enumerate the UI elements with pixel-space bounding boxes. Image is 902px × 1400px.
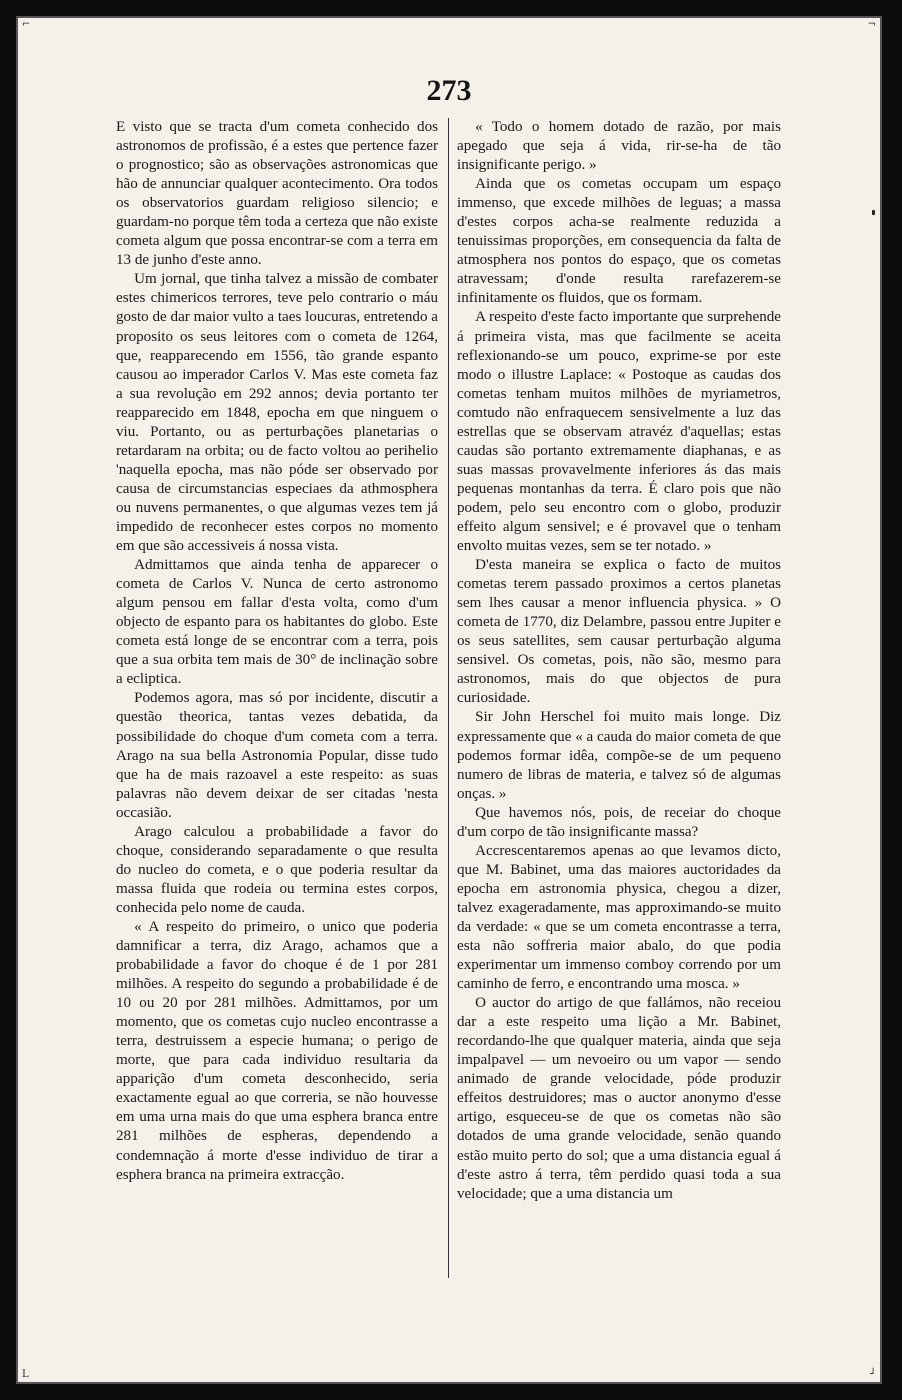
paragraph: Um jornal, que tinha talvez a missão de combater estes chimericos terrores, teve pelo contrario o máu gosto de dar maior vulto a taes loucuras, entretendo a proposito os seus leitores com o cometa de 1264, que, reapparecendo em 1556, tão grande espanto causou ao imperador Carlos V. Mas este cometa faz a sua revolução em 292 annos; devia portanto ter reapparecido em 1848, epocha em que ninguem o viu. Portanto, ou as perturbações planetarias o retardaram na orbita; ou de facto voltou ao perihelio 'naquella epocha, mas não póde ser observado por causa de circumstancias especiaes da athmosphera ou nuvens permanentes, o que algumas vezes tem já impedido de reconhecer estes corpos no momento em que são accessiveis á nossa vista. <box>116 271 438 555</box>
paragraph: « Todo o homem dotado de razão, por mais apegado que seja á vida, rir-se-ha de tão insignificante perigo. » <box>457 119 781 174</box>
column-divider <box>448 118 449 1278</box>
right-column <box>457 118 781 1204</box>
ink-speck <box>872 210 875 215</box>
corner-mark-bottom-right: ┘ <box>869 1369 876 1380</box>
paragraph: Sir John Herschel foi muito mais longe. Diz expressamente que « a cauda do maior cometa de que podemos formar idêa, compõe-se de um pequeno numero de libras de materia, e talvez só de algumas onças. » <box>457 709 781 802</box>
corner-mark-top-right: ¬ <box>867 19 876 30</box>
paragraph: Ainda que os cometas occupam um espaço immenso, que excede milhões de leguas; a massa d'estes corpos acha-se realmente reduzida a tenuissimas proporções, em consequencia da falta de atmosphera nos pontos do espaço, que os cometas atravessam; d'onde resulta rarefazerem-se infinitamente os fluidos, que os formam. <box>457 176 781 307</box>
paragraph: « A respeito do primeiro, o unico que poderia damnificar a terra, diz Arago, achamos que a probabilidade a favor do choque é de 1 por 281 milhões. A respeito do segundo a probabilidade é de 10 ou 20 por 281 milhões. Admittamos, por um momento, que os cometas cujo nucleo encontrasse a terra, destruissem a especie humana; o perigo de morte, que para cada individuo resultaria da apparição d'um cometa desconhecido, seria exactamente egual ao que correria, se não houvesse em uma urna mais do que uma esphera branca entre 281 milhões de espheras, dependendo a condemnação á morte d'esse individuo de tirar a esphera branca na primeira extracção. <box>116 918 438 1183</box>
paragraph: Podemos agora, mas só por incidente, discutir a questão theorica, tantas vezes debatida, da possibilidade do choque d'um cometa com a terra. Arago na sua bella Astronomia Popular, disse tudo que ha de mais razoavel a este respeito: as suas palavras não devem deixar de ser citadas 'nesta occasião. <box>116 690 438 821</box>
paragraph: A respeito d'este facto importante que surprehende á primeira vista, mas que facilmente se aceita reflexionando-se um pouco, exprime-se por este modo o illustre Laplace: « Postoque as caudas dos cometas tenham muitos milhões de myriametros, comtudo não enfraquecem sensivelmente a luz das estrellas que se observam atravéz d'aquellas; estas caudas são portanto extremamente diaphanas, e as suas massas provavelmente inferiores ás das mais pequenas montanhas da terra. É claro pois que não podem, pelo seu encontro com o globo, produzir effeito algum sensivel; e é provavel que o tenham envolto muitas vezes, sem se ter notado. » <box>457 309 781 555</box>
paragraph: Accrescentaremos apenas ao que levamos dicto, que M. Babinet, uma das maiores auctoridades da epocha em astronomia physica, chegou a dizer, talvez exageradamente, mas approximando-se muito da verdade: « que se um cometa encontrasse a terra, esta não soffreria maior abalo, do que podia experimentar um immenso comboy correndo por um caminho de ferro, e encontrando uma mosca. » <box>457 842 781 993</box>
paragraph: D'esta maneira se explica o facto de muitos cometas terem passado proximos a certos planetas sem lhes causar a menor influencia physica. » O cometa de 1770, diz Delambre, passou entre Jupiter e os seus satellites, sem causar perturbação alguma sensivel. Os cometas, pois, não são, mesmo para astronomos, mais do que objectos de pura curiosidade. <box>457 557 781 707</box>
paragraph: Admittamos que ainda tenha de apparecer o cometa de Carlos V. Nunca de certo astronomo algum pensou em fallar d'esta volta, como d'um objecto de espanto para os habitantes do globo. Este cometa está longe de se encontrar com a terra, pois que a sua orbita tem mais de 30° de inclinação sobre a ecliptica. <box>116 557 438 688</box>
page-number: 273 <box>426 74 472 107</box>
corner-mark-bottom-left: L <box>22 1369 29 1380</box>
paragraph: Arago calculou a probabilidade a favor do choque, considerando separadamente o que resulta do nucleo do cometa, e o que poderia resultar da massa fluida que rodeia ou termina estes corpos, conhecida pelo nome de cauda. <box>116 823 438 916</box>
paragraph: O auctor do artigo de que fallámos, não receiou dar a este respeito uma lição a Mr. Babinet, recordando-lhe que qualquer materia, ainda que seja impalpavel — um nevoeiro ou um vapor — sendo animado de grande velocidade, póde produzir effeitos destruidores; mas o auctor anonymo d'esse artigo, esqueceu-se de que os cometas não são dotados de uma grande velocidade, senão quando estão muito perto do sol; que a uma distancia egual á d'este astro á terra, têm perdido quasi toda a sua velocidade; que a uma distancia um <box>457 995 781 1202</box>
corner-mark-top-left: ⌐ <box>22 19 31 30</box>
paragraph: Que havemos nós, pois, de receiar do choque d'um corpo de tão insignificante massa? <box>457 804 781 840</box>
paragraph: E visto que se tracta d'um cometa conhecido dos astronomos de profissão, é a estes que pertence fazer o prognostico; são as observações astronomicas que hão de annunciar qualquer acontecimento. Ora todos os observatorios guardam religioso silencio; e guardam-no porque têm toda a certeza que não existe cometa algum que possa encontrar-se com a terra em 13 de junho d'este anno. <box>116 119 438 269</box>
page-sheet <box>16 16 882 1384</box>
left-column <box>116 118 438 1185</box>
